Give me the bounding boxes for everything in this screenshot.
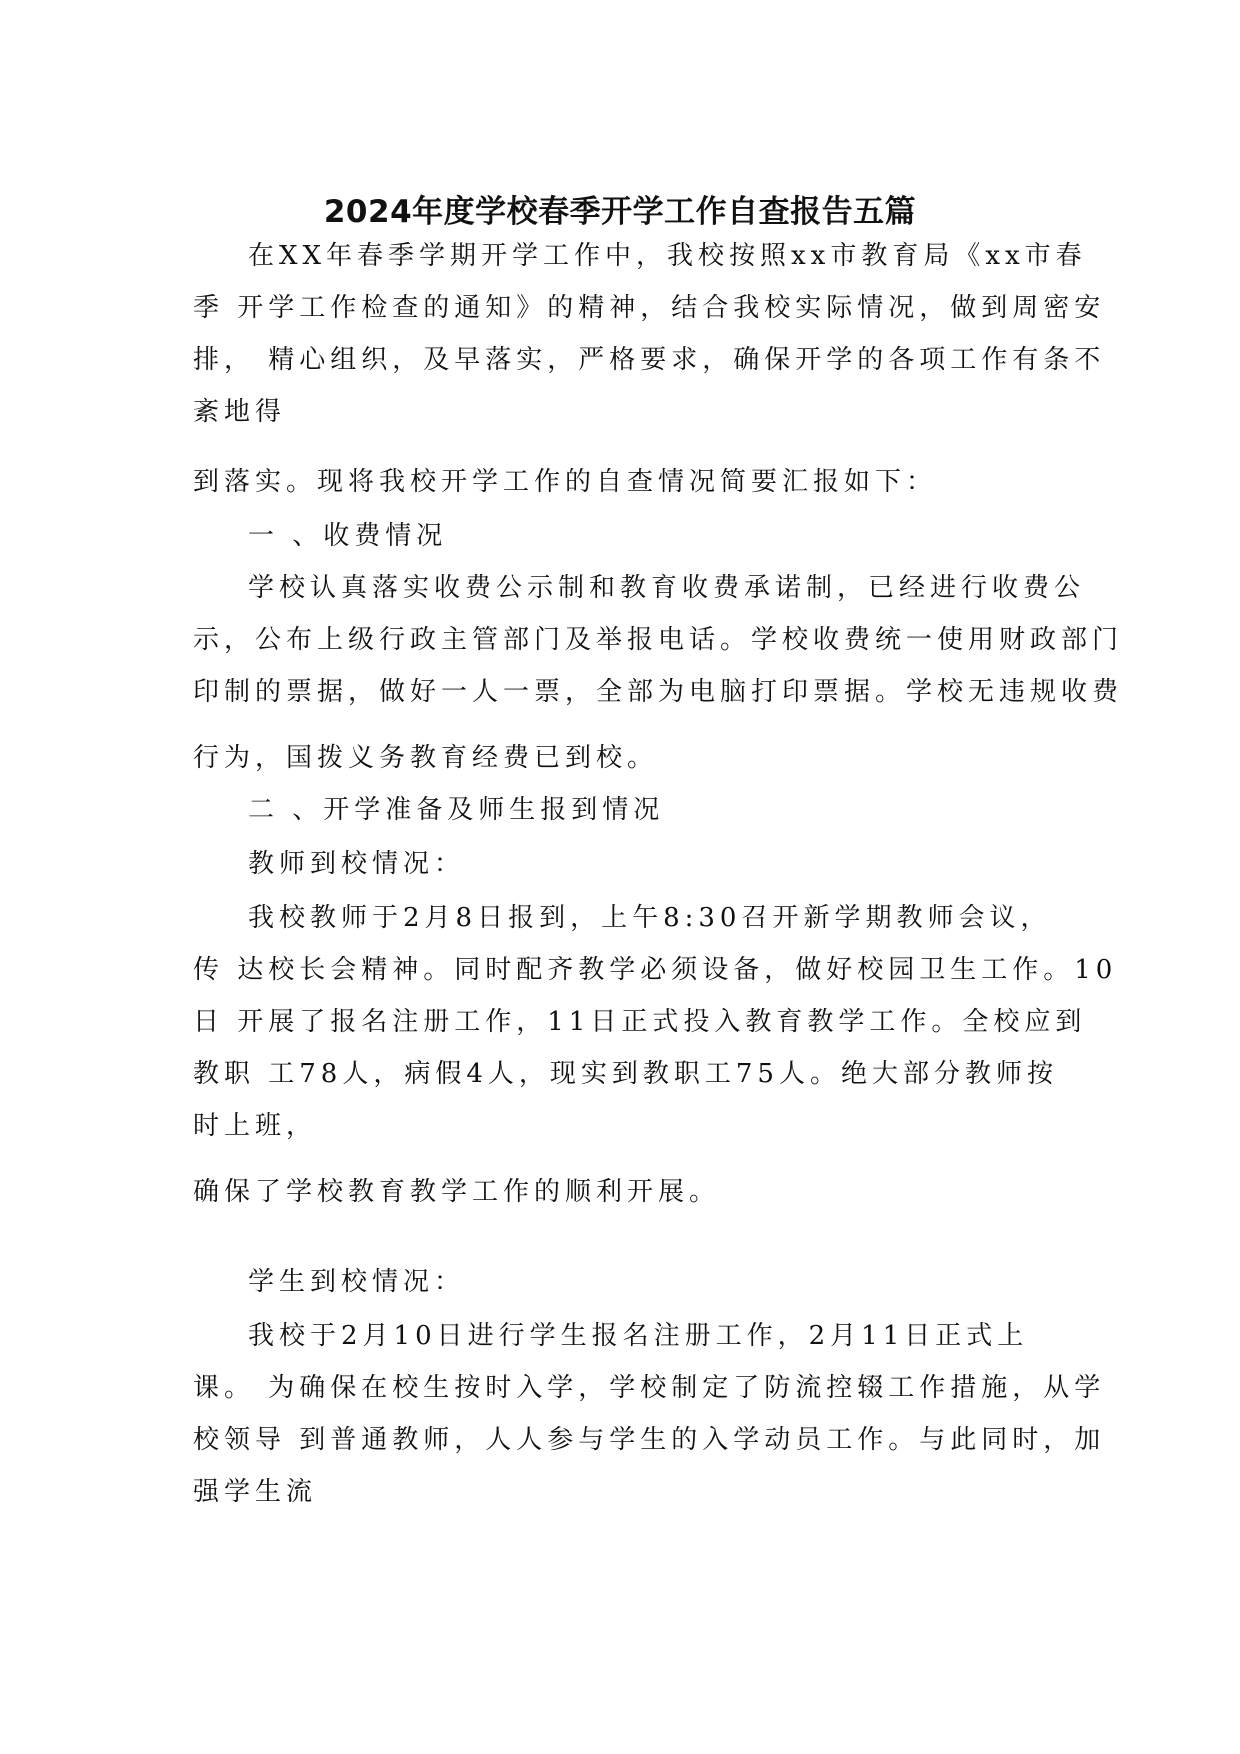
paragraph-line: 紊地得 (193, 397, 287, 427)
paragraph-line: 传 达校长会精神。同时配齐教学必须设备，做好校园卫生工作。10 (193, 955, 1118, 985)
subheading: 教师到校情况： (248, 849, 466, 879)
subheading: 学生到校情况： (248, 1267, 466, 1297)
paragraph-line: 我校于2月10日进行学生报名注册工作，2月11日正式上 (248, 1321, 1029, 1351)
paragraph-line: 课。 为确保在校生按时入学，学校制定了防流控辍工作措施，从学 (193, 1373, 1106, 1403)
section-heading: 一 、收费情况 (248, 521, 448, 551)
paragraph-line: 强学生流 (193, 1477, 318, 1507)
paragraph-line: 季 开学工作检查的通知》的精神，结合我校实际情况，做到周密安 (193, 293, 1106, 323)
paragraph-line: 时上班， (193, 1111, 318, 1141)
paragraph-line: 印制的票据，做好一人一票，全部为电脑打印票据。学校无违规收费 (193, 677, 1124, 707)
paragraph-line: 示，公布上级行政主管部门及举报电话。学校收费统一使用财政部门 (193, 625, 1124, 655)
paragraph-line: 我校教师于2月8日报到，上午8:30召开新学期教师会议， (248, 903, 1052, 933)
paragraph-line: 确保了学校教育教学工作的顺利开展。 (193, 1177, 721, 1207)
document-title: 2024年度学校春季开学工作自查报告五篇 (323, 194, 917, 230)
paragraph-line: 校领导 到普通教师，人人参与学生的入学动员工作。与此同时，加 (193, 1425, 1106, 1455)
paragraph-line: 到落实。现将我校开学工作的自查情况简要汇报如下： (193, 467, 938, 497)
paragraph-line: 排， 精心组织，及早落实，严格要求，确保开学的各项工作有条不 (193, 345, 1106, 375)
paragraph-line: 在XX年春季学期开学工作中，我校按照xx市教育局《xx市春 (248, 241, 1087, 271)
paragraph-line: 行为，国拨义务教育经费已到校。 (193, 743, 659, 773)
paragraph-line: 教职 工78人，病假4人，现实到教职工75人。绝大部分教师按 (193, 1059, 1058, 1089)
paragraph-line: 学校认真落实收费公示制和教育收费承诺制，已经进行收费公 (248, 573, 1086, 603)
section-heading: 二 、开学准备及师生报到情况 (248, 795, 665, 825)
paragraph-line: 日 开展了报名注册工作，11日正式投入教育教学工作。全校应到 (193, 1007, 1087, 1037)
